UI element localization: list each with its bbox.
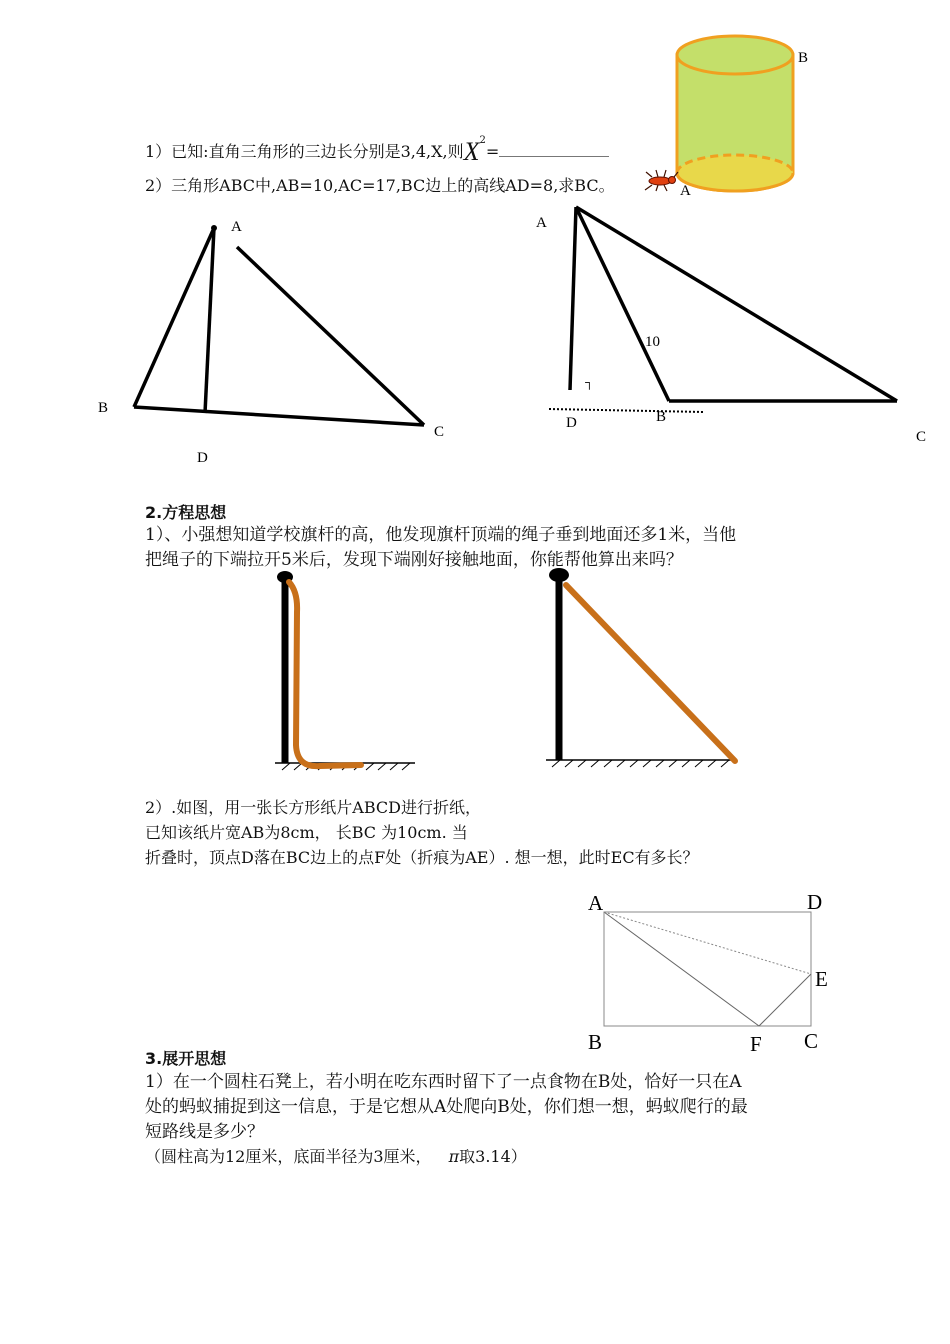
- rect-label-b: B: [588, 1030, 603, 1054]
- question-3-1-line2: 处的蚂蚁捕捉到这一信息，于是它想从A处爬向B处，你们想一想，蚂蚁爬行的最: [145, 1097, 748, 1117]
- question-2-2-line2: 已知该纸片宽AB为8cm， 长BC 为10cm. 当: [145, 823, 468, 842]
- triangle-abc-acute: [98, 219, 444, 466]
- rect-label-f: F: [750, 1032, 762, 1056]
- cylinder-figure: [677, 36, 808, 199]
- question-3-1-line1: 1）在一个圆柱石凳上，若小明在吃东西时留下了一点食物在B处，恰好一只在A: [145, 1072, 742, 1092]
- question-2-1-line2: 把绳子的下端拉开5米后，发现下端刚好接触地面，你能帮他算出来吗？: [145, 550, 683, 570]
- rect-label-d: D: [807, 890, 823, 914]
- rect-label-e: E: [815, 967, 828, 991]
- tri1-label-c: C: [434, 424, 445, 440]
- exponent-2: 2: [479, 135, 486, 146]
- rect-label-a: A: [588, 891, 604, 915]
- question-2-2-line1: 2）.如图，用一张长方形纸片ABCD进行折纸，: [145, 798, 481, 817]
- question-3-1-line3: 短路线是多少？: [145, 1122, 264, 1142]
- triangle-abc-obtuse: [536, 207, 926, 445]
- question-2-2-line3: 折叠时，顶点D落在BC边上的点F处（折痕为AE）. 想一想，此时EC有多长？: [145, 848, 699, 867]
- tri2-label-b: B: [656, 409, 667, 425]
- variable-x: X: [463, 137, 480, 166]
- cylinder-label-bottom: A: [680, 183, 691, 199]
- question-3-1-line4-b: 取3.14）: [459, 1147, 527, 1166]
- ant-icon: [645, 170, 678, 191]
- tri2-right-angle-mark: ┐: [585, 375, 594, 389]
- question-1-1-text: 1）已知:直角三角形的三边长分别是3,4,X,则: [145, 142, 464, 161]
- tri2-label-a: A: [536, 215, 547, 231]
- heading-equation-thinking: 2.方程思想: [145, 503, 227, 522]
- equals-sign: =: [485, 142, 500, 161]
- tri1-label-d: D: [197, 450, 208, 466]
- flagpole-hanging-rope: [275, 571, 415, 770]
- tri1-label-b: B: [98, 400, 109, 416]
- answer-blank[interactable]: [499, 142, 609, 157]
- tri2-label-d: D: [566, 415, 577, 431]
- tri2-side-length: 10: [645, 334, 660, 350]
- pi-symbol: π: [448, 1147, 460, 1166]
- rect-label-c: C: [804, 1029, 819, 1053]
- cylinder-label-top: B: [798, 50, 809, 66]
- tri1-label-a: A: [231, 219, 242, 235]
- question-2-1-line1: 1）、小强想知道学校旗杆的高，他发现旗杆顶端的绳子垂到地面还多1米，当他: [145, 525, 737, 545]
- question-3-1-line4: [145, 1146, 527, 1168]
- question-3-1-line4-a: （圆柱高为12厘米，底面半径为3厘米，: [145, 1147, 432, 1166]
- question-1-2: 2）三角形ABC中,AB=10,AC=17,BC边上的高线AD=8,求BC。: [145, 176, 615, 195]
- heading-unfolding-thinking: 3.展开思想: [145, 1049, 227, 1068]
- question-1-1: [145, 135, 609, 166]
- tri2-label-c: C: [916, 429, 927, 445]
- rectangle-fold-figure: [588, 890, 828, 1056]
- flagpole-stretched-rope: [546, 568, 737, 767]
